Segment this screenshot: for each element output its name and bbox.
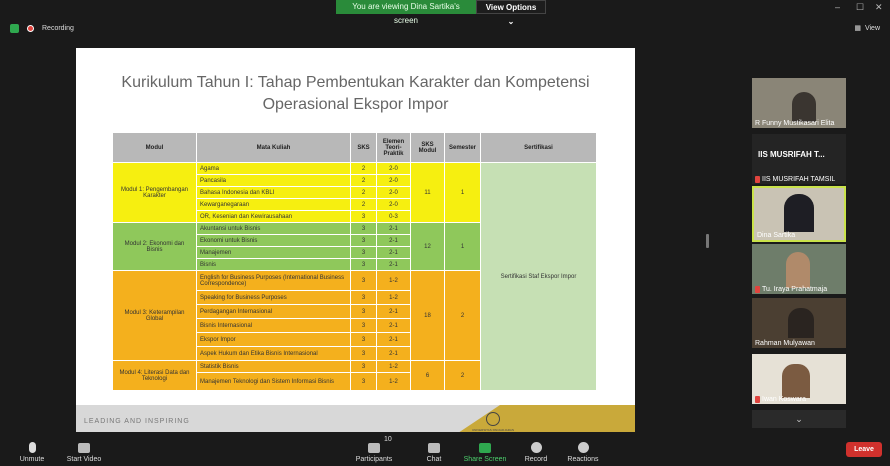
participant-tile[interactable]	[752, 78, 846, 128]
participants-count: 10	[384, 436, 392, 443]
chat-label: Chat	[426, 456, 442, 463]
header-semester: Semester	[445, 133, 481, 163]
meeting-toolbar	[0, 432, 890, 466]
participant-big-name: IIS MUSRIFAH T...	[758, 150, 825, 159]
module-4-name: Modul 4: Literasi Data dan Teknologi	[113, 361, 197, 391]
gallery-scroll-down[interactable]	[752, 410, 846, 428]
start-video-button[interactable]	[56, 443, 112, 463]
participants-icon	[368, 443, 380, 453]
course-sks: 3	[351, 291, 377, 305]
record-dot-icon	[27, 25, 34, 32]
shared-slide	[76, 48, 635, 435]
maximize-icon[interactable]: ☐	[856, 2, 865, 12]
participant-video	[792, 92, 816, 122]
unmute-label: Unmute	[19, 456, 45, 463]
module-1-name: Modul 1: Pengembangan Karakter	[113, 163, 197, 223]
participant-name: R Funny Mustikasari Elita	[755, 120, 835, 127]
course-elemen: 2-1	[377, 347, 411, 361]
participant-name: IIS MUSRIFAH TAMSIL	[762, 176, 836, 183]
course-elemen: 2-1	[377, 235, 411, 247]
participant-name: Tu. Iraya Prahatmaja	[762, 286, 828, 293]
muted-mic-icon	[755, 396, 760, 403]
reactions-label: Reactions	[567, 456, 599, 463]
share-screen-label: Share Screen	[463, 456, 507, 463]
module-3-name: Modul 3: Keterampilan Global	[113, 271, 197, 361]
participant-tile-active[interactable]	[752, 186, 846, 242]
module-4-sks: 6	[411, 361, 445, 391]
participant-name-row	[755, 340, 815, 347]
curriculum-table	[112, 132, 597, 391]
course-sks: 3	[351, 247, 377, 259]
chevron-down-icon: ⌄	[795, 414, 803, 424]
grid-icon: ▦	[854, 25, 861, 32]
module-1-semester: 1	[445, 163, 481, 223]
close-icon[interactable]: ✕	[875, 2, 883, 12]
course-name: Bisnis	[197, 259, 351, 271]
panel-resize-handle[interactable]	[706, 234, 709, 248]
university-name: UNIVERSITAS PADJADJARAN	[472, 428, 515, 432]
course-name: Pancasila	[197, 175, 351, 187]
course-name: Aspek Hukum dan Etika Bisnis Internasional	[197, 347, 351, 361]
course-name: Statistik Bisnis	[197, 361, 351, 373]
module-3-semester: 2	[445, 271, 481, 361]
microphone-icon	[29, 442, 36, 453]
course-elemen: 2-0	[377, 175, 411, 187]
muted-mic-icon	[755, 286, 760, 293]
course-elemen: 2-1	[377, 247, 411, 259]
course-sks: 3	[351, 223, 377, 235]
certification-cell: Sertifikasi Staf Ekspor Impor	[481, 163, 597, 391]
module-3-sks: 18	[411, 271, 445, 361]
start-video-label: Start Video	[66, 456, 102, 463]
course-sks: 2	[351, 175, 377, 187]
course-name: Perdagangan Internasional	[197, 305, 351, 319]
course-sks: 3	[351, 271, 377, 291]
course-name: Speaking for Business Purposes	[197, 291, 351, 305]
course-sks: 3	[351, 305, 377, 319]
view-options-button[interactable]: View Options ⌄	[476, 0, 546, 14]
minimize-icon[interactable]: –	[835, 2, 841, 12]
course-elemen: 2-0	[377, 187, 411, 199]
slide-title-line2: Operasional Ekspor Impor	[262, 96, 449, 113]
header-sks: SKS	[351, 133, 377, 163]
participant-name-row	[755, 120, 834, 127]
participant-name-row	[755, 176, 835, 183]
participant-video	[786, 252, 810, 288]
participant-video	[788, 308, 814, 338]
header-elemen: Elemen Teori-Praktik	[377, 133, 411, 163]
course-elemen: 1-2	[377, 291, 411, 305]
course-elemen: 2-0	[377, 163, 411, 175]
course-elemen: 1-2	[377, 271, 411, 291]
module-2-semester: 1	[445, 223, 481, 271]
shield-icon[interactable]	[10, 24, 19, 33]
course-elemen: 0-3	[377, 211, 411, 223]
module-2-sks: 12	[411, 223, 445, 271]
muted-mic-icon	[755, 176, 760, 183]
course-name: Manajemen	[197, 247, 351, 259]
record-label: Record	[524, 456, 548, 463]
participant-tile[interactable]	[752, 134, 846, 184]
course-elemen: 2-1	[377, 305, 411, 319]
course-sks: 2	[351, 163, 377, 175]
participant-tile[interactable]	[752, 298, 846, 348]
course-sks: 2	[351, 199, 377, 211]
unmute-button[interactable]	[4, 442, 60, 463]
meeting-status	[10, 24, 74, 33]
participant-tile[interactable]	[752, 244, 846, 294]
participant-name-row	[755, 396, 806, 403]
chat-button[interactable]	[406, 443, 462, 463]
course-name: Akuntansi untuk Bisnis	[197, 223, 351, 235]
course-sks: 3	[351, 333, 377, 347]
course-name: Manajemen Teknologi dan Sistem Informasi Bisnis	[197, 373, 351, 391]
slide-title	[76, 72, 635, 116]
table-row	[113, 163, 597, 175]
course-name: Bahasa Indonesia dan KBLI	[197, 187, 351, 199]
course-name: Bisnis Internasional	[197, 319, 351, 333]
participant-video	[782, 364, 810, 398]
module-2-name: Modul 2: Ekonomi dan Bisnis	[113, 223, 197, 271]
course-elemen: 2-1	[377, 223, 411, 235]
course-sks: 3	[351, 373, 377, 391]
course-elemen: 2-1	[377, 319, 411, 333]
course-name: Ekonomi untuk Bisnis	[197, 235, 351, 247]
share-screen-icon	[479, 443, 491, 453]
course-elemen: 1-2	[377, 361, 411, 373]
view-label: View	[864, 24, 880, 32]
table-header-row	[113, 133, 597, 163]
participant-name-row	[755, 286, 827, 293]
course-name: OR, Kesenian dan Kewirausahaan	[197, 211, 351, 223]
course-elemen: 2-0	[377, 199, 411, 211]
course-sks: 3	[351, 347, 377, 361]
course-sks: 3	[351, 319, 377, 333]
video-camera-icon	[78, 443, 90, 453]
course-elemen: 1-2	[377, 373, 411, 391]
slide-title-line1: Kurikulum Tahun I: Tahap Pembentukan Karakter dan Kompetensi	[121, 74, 590, 91]
module-4-semester: 2	[445, 361, 481, 391]
course-sks: 3	[351, 211, 377, 223]
header-sks-modul: SKS Modul	[411, 133, 445, 163]
reactions-icon	[578, 442, 589, 453]
participant-video	[784, 194, 814, 232]
participant-name: Rahman Mulyawan	[755, 340, 815, 347]
participant-name-row	[757, 232, 795, 239]
header-mata-kuliah: Mata Kuliah	[197, 133, 351, 163]
participant-name: Dina Sartika	[757, 232, 796, 239]
view-button[interactable]	[854, 24, 880, 32]
course-elemen: 2-1	[377, 259, 411, 271]
viewing-label: You are viewing Dina Sartika's screen	[336, 0, 476, 14]
course-sks: 3	[351, 259, 377, 271]
share-screen-button[interactable]	[457, 443, 513, 463]
course-sks: 3	[351, 235, 377, 247]
module-1-sks: 11	[411, 163, 445, 223]
course-sks: 3	[351, 361, 377, 373]
course-name: Agama	[197, 163, 351, 175]
reactions-button[interactable]	[555, 442, 611, 463]
header-modul: Modul	[113, 133, 197, 163]
record-icon	[531, 442, 542, 453]
participants-label: Participants	[355, 456, 393, 463]
course-elemen: 2-1	[377, 333, 411, 347]
chat-icon	[428, 443, 440, 453]
recording-label: Recording	[42, 25, 74, 32]
course-name: Kewarganegaraan	[197, 199, 351, 211]
viewing-banner	[336, 0, 546, 26]
leave-button[interactable]: Leave	[846, 442, 882, 457]
header-sertifikasi: Sertifikasi	[481, 133, 597, 163]
university-logo-icon	[486, 412, 500, 426]
course-name: Ekspor Impor	[197, 333, 351, 347]
footer-tagline: LEADING AND INSPIRING	[84, 418, 190, 425]
course-name: English for Business Purposes (International Business Correspondence)	[197, 271, 351, 291]
course-sks: 2	[351, 187, 377, 199]
participant-tile[interactable]	[752, 354, 846, 404]
participants-button[interactable]	[346, 443, 402, 463]
participant-name: Iwan Koswara	[762, 396, 806, 403]
